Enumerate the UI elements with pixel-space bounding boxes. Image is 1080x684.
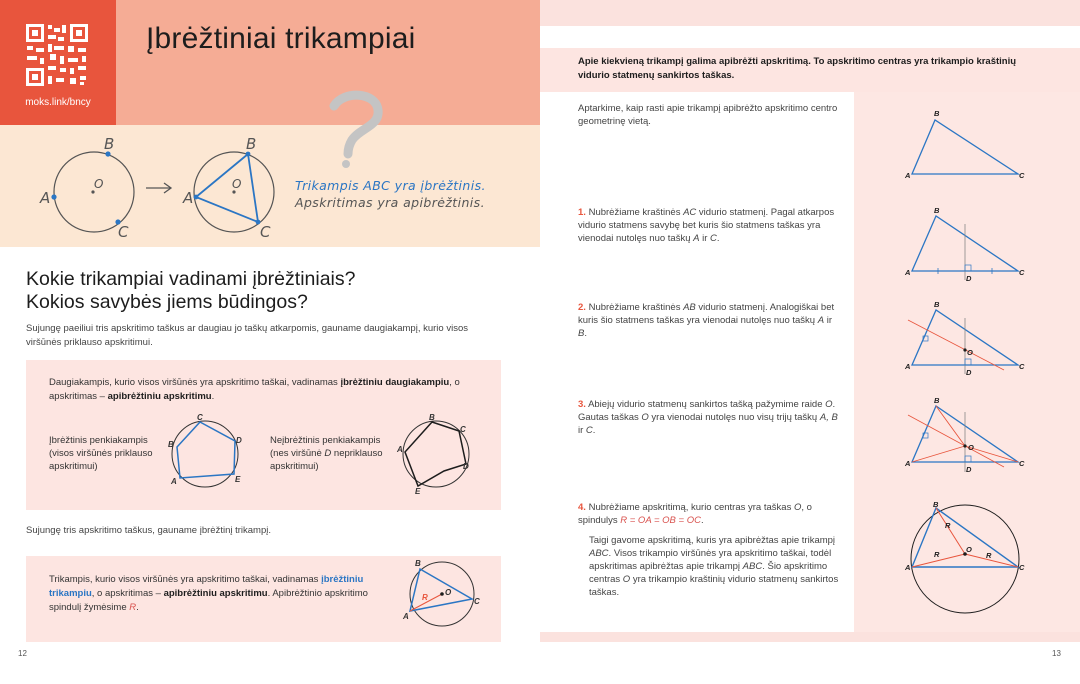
step-1: 1. Nubrėžiame kraštinės AC vidurio statmenį. Pagal atkarpos vidurio statmens savybę bet kuris šio statmens taškas yra vienodai nutolęs nuo taškų A ir C. [578, 207, 835, 244]
d5-label-o: O [966, 545, 972, 554]
d4-label-o: O [968, 443, 974, 452]
d2-label-a: A [905, 268, 911, 277]
d1-label-c: C [1019, 171, 1025, 180]
inscribed-triangle-diagram [398, 556, 488, 636]
step-2: 2. Nubrėžiame kraštinės AB vidurio statmenį. Analogiškai bet kuris šio statmens taškas yra vienodai nutolęs nuo taškų A ir B. [578, 302, 835, 339]
d4-label-c: C [1019, 459, 1025, 468]
label-c-left: C [118, 223, 129, 241]
qr-code-icon[interactable] [24, 22, 90, 88]
construction-diagrams [854, 92, 1080, 632]
pentagon-label-c: C [197, 414, 203, 422]
d5-label-c: C [1019, 563, 1025, 572]
d3-label-b: B [934, 300, 940, 309]
pentagon2-label-c: C [460, 425, 466, 434]
d1-label-a: A [905, 171, 911, 180]
d5-label-r3: R [986, 551, 992, 560]
inscribed-pentagon-diagram [164, 414, 254, 494]
d2-label-b: B [934, 206, 940, 215]
construction-intro: Aptarkime, kaip rasti apie trikampį apibrėžto apskritimo centro geometrinę vietą. [578, 103, 838, 127]
triangle-label-r: R [422, 593, 428, 602]
label-a-right: A [183, 189, 194, 207]
illustration-diagram [0, 88, 290, 248]
triangle-label-o: O [445, 588, 452, 597]
illustration-caption-1: Trikampis ABC yra įbrėžtinis. [295, 178, 486, 193]
step-4-conclusion: Taigi gavome apskritimą, kuris yra apibrėžtas apie trikampį ABC. Visos trikampio viršūnės yra apskritimo taškai, todėl apskritimas apibrėžtas apie trikampį ABC. Šio apskritimo centras O yra trikampio kraštinių vidurio statmenų sankirtos taškas. [589, 535, 839, 598]
d5-label-r2: R [934, 550, 940, 559]
intro-paragraph: Sujungę paeiliui tris apskritimo taškus ar daugiau jo taškų atkarpomis, gauname daugiakampį, kurio visos viršūnės priklauso apskritimui. [26, 323, 468, 348]
d3-label-o: O [967, 348, 973, 357]
not-inscribed-pentagon-diagram [396, 414, 476, 496]
triangle-definition: Trikampis, kurio visos viršūnės yra apskritimo taškai, vadinamas įbrėžtiniu trikampiu, o apskritimas – apibrėžtiniu apskritimu. Apibrėžtinio apskritimo spindulį žymėsime R. [49, 574, 368, 613]
d5-label-a: A [905, 563, 911, 572]
inscribed-pentagon-label: Įbrėžtinis penkiakampis (visos viršūnės priklauso apskritimui) [49, 435, 153, 472]
triangle-label-b: B [415, 559, 421, 568]
pentagon-label-b: B [168, 440, 174, 449]
label-a-left: A [40, 189, 51, 207]
d5-label-r1: R [945, 521, 951, 530]
section-heading-line1: Kokie trikampiai vadinami įbrėžtiniais? [26, 268, 356, 290]
d4-label-d: D [966, 465, 972, 474]
qr-link[interactable]: moks.link/bncy [25, 97, 91, 108]
pentagon-label-e: E [235, 475, 241, 484]
triangle-label-a: A [403, 612, 409, 621]
polygon-definition: Daugiakampis, kurio visos viršūnės yra apskritimo taškai, vadinamas įbrėžtiniu daugiakampiu, o apskritimas – apibrėžtiniu apskritimu. [49, 377, 460, 402]
step-4: 4. Nubrėžiame apskritimą, kurio centras yra taškas O, o spindulys R = OA = OB = OC. [578, 502, 812, 526]
pentagon-label-d: D [236, 436, 242, 445]
label-c-right: C [260, 223, 271, 241]
d2-label-c: C [1019, 268, 1025, 277]
d2-label-d: D [966, 274, 972, 283]
section-heading-line2: Kokios savybės jiems būdingos? [26, 291, 308, 313]
d3-label-c: C [1019, 362, 1025, 371]
label-b-left: B [104, 135, 115, 153]
triangle-intro: Sujungę tris apskritimo taškus, gauname įbrėžtinį trikampį. [26, 525, 271, 536]
pentagon2-label-e: E [415, 487, 421, 496]
illustration-caption-2: Apskritimas yra apibrėžtinis. [295, 195, 485, 210]
label-o-right: O [232, 177, 242, 191]
page-title: Įbrėžtiniai trikampiai [146, 22, 416, 55]
pentagon-label-a: A [171, 477, 177, 486]
d3-label-a: A [905, 362, 911, 371]
pentagon2-label-b: B [429, 414, 435, 422]
section-heading [26, 268, 506, 314]
d4-label-b: B [934, 396, 940, 405]
circumcircle-definition: Apie kiekvieną trikampį galima apibrėžti apskritimą. To apskritimo centras yra trikampio kraštinių vidurio statmenų sankirtos taškas. [578, 56, 1017, 81]
d5-label-b: B [933, 500, 939, 509]
page-number-left: 12 [18, 649, 27, 658]
d1-label-b: B [934, 109, 940, 118]
right-bottom-band [540, 632, 1080, 642]
pentagon2-label-d: D [463, 462, 469, 471]
triangle-label-c: C [474, 597, 480, 606]
point-a-left [51, 194, 56, 199]
not-inscribed-pentagon-label: Neįbrėžtinis penkiakampis (nes viršūnė D nepriklauso apskritimui) [270, 435, 383, 472]
question-mark-icon [320, 88, 390, 168]
label-b-right: B [246, 135, 257, 153]
label-o-left: O [94, 177, 104, 191]
d3-label-d: D [966, 368, 972, 377]
pentagon2-label-a: A [397, 445, 403, 454]
d4-label-a: A [905, 459, 911, 468]
step-3: 3. Abiejų vidurio statmenų sankirtos tašką pažymime raide O. Gautas taškas O yra vienodai nutolęs nuo visų trijų taškų A, B ir C. [578, 399, 838, 436]
page-number-right: 13 [1052, 649, 1061, 658]
right-top-band [540, 0, 1080, 26]
